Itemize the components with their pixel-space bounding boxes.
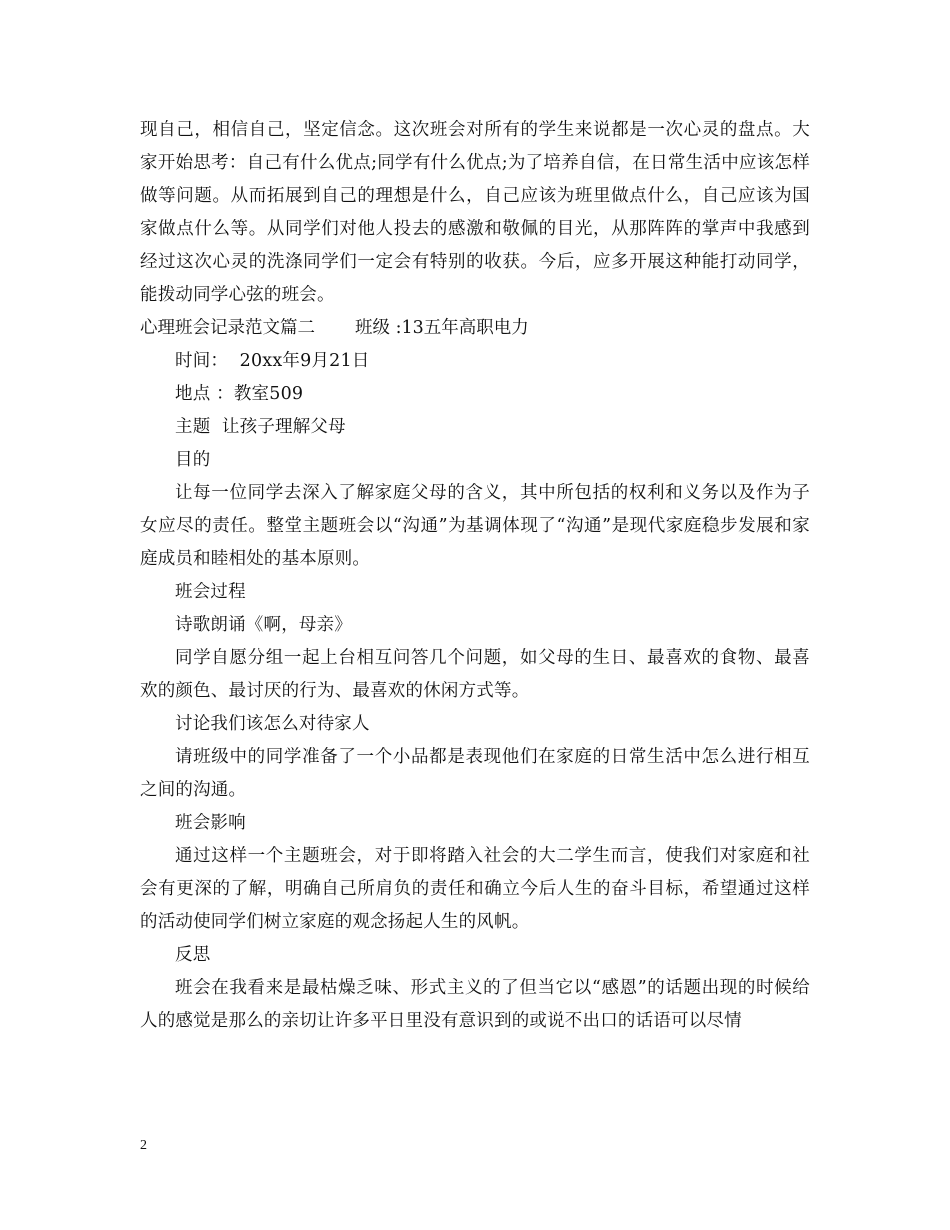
- impact-heading: 班会影响: [175, 813, 246, 833]
- reflection-paragraph: 班会在我看来是最枯燥乏味、形式主义的了但当它以“感恩”的话题出现的时候给人的感觉是那么的亲切让许多平日里没有意识到的或说不出口的话语可以尽情: [140, 978, 810, 1031]
- place-line: 地点 ：教室509: [175, 384, 304, 404]
- purpose-heading: 目的: [175, 450, 211, 470]
- poem-line: 诗歌朗诵《啊，母亲》: [175, 615, 352, 635]
- page-number: 2: [140, 1138, 147, 1153]
- time-line: 时间： 20xx年9月21日: [175, 351, 370, 371]
- qa-paragraph: 同学自愿分组一起上台相互问答几个问题，如父母的生日、最喜欢的食物、最喜欢的颜色、最讨厌的行为、最喜欢的休闲方式等。: [140, 648, 810, 701]
- process-heading: 班会过程: [175, 582, 246, 602]
- theme-line: 主题 让孩子理解父母: [175, 417, 346, 437]
- impact-paragraph: 通过这样一个主题班会，对于即将踏入社会的大二学生而言，使我们对家庭和社会有更深的了解，明确自己所肩负的责任和确立今后人生的奋斗目标，希望通过这样的活动使同学们树立家庭的观念扬起人生的风帆。: [140, 846, 810, 932]
- section-heading-row: [140, 312, 810, 345]
- purpose-paragraph: 让每一位同学去深入了解家庭父母的含义，其中所包括的权利和义务以及作为子女应尽的责任。整堂主题班会以“沟通”为基调体现了“沟通”是现代家庭稳步发展和家庭成员和睦相处的基本原则。: [140, 483, 810, 569]
- class-label: 班级 :13五年高职电力: [355, 318, 529, 338]
- discuss-heading: 讨论我们该怎么对待家人: [175, 714, 370, 734]
- paragraph-continuation: 现自己，相信自己，坚定信念。这次班会对所有的学生来说都是一次心灵的盘点。大家开始思考：自己有什么优点;同学有什么优点;为了培养自信，在日常生活中应该怎样做等问题。从而拓展到自己的理想是什么，自己应该为班里做点什么，自己应该为国家做点什么等。从同学们对他人投去的感激和敬佩的目光，从那阵阵的掌声中我感到经过这次心灵的洗涤同学们一定会有特别的收获。今后，应多开展这种能打动同学，能拨动同学心弦的班会。: [140, 120, 810, 305]
- reflection-heading: 反思: [175, 945, 211, 965]
- document-body: [140, 114, 810, 1038]
- sketch-paragraph: 请班级中的同学准备了一个小品都是表现他们在家庭的日常生活中怎么进行相互之间的沟通。: [140, 747, 810, 800]
- section-title: 心理班会记录范文篇二: [140, 318, 315, 338]
